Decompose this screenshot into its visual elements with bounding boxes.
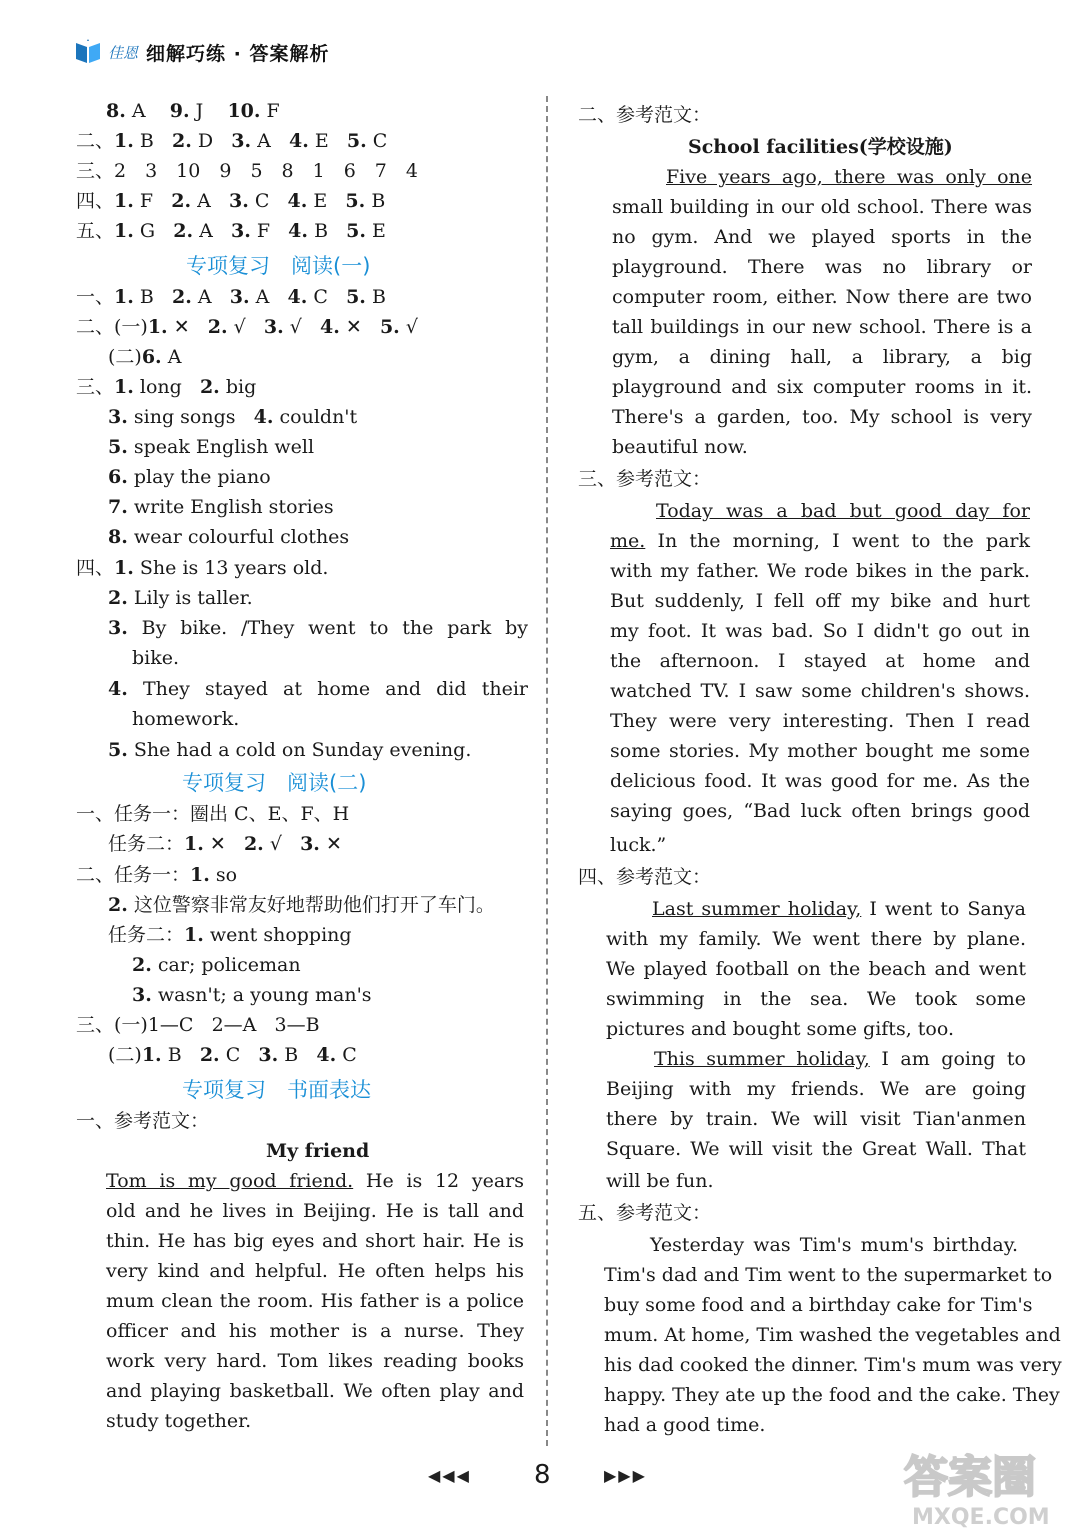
book-logo-icon <box>74 39 102 65</box>
essay-line: delicious food. It was good for me. As the <box>610 770 1030 792</box>
essay-line: Yesterday was Tim's mum's birthday. <box>650 1234 1018 1256</box>
previous-page-arrows-icon[interactable]: ◀◀◀ <box>428 1466 471 1485</box>
essay-last-line: beautiful now. <box>612 436 748 458</box>
answer-line: 四、1. She is 13 years old. <box>76 557 329 579</box>
essay-line: with my father. We rode bikes in the park. <box>610 560 1030 582</box>
essay-line: his dad cooked the dinner. Tim's mum was very <box>604 1354 1062 1376</box>
answer-line: 三、(一)1—C 2—A 3—B <box>76 1014 320 1036</box>
essay-paragraph <box>606 924 1026 1014</box>
section-title: 专项复习 阅读(二) <box>182 771 367 795</box>
essay-line: watched TV. I saw some children's shows. <box>610 680 1030 702</box>
essay-paragraph <box>604 1260 1062 1410</box>
essay-line: there by train. We will visit Tian'anmen <box>606 1108 1026 1130</box>
essay-paragraph: Tom is my good friend. He is 12 years <box>106 1170 524 1192</box>
essay-line: the afternoon. I stayed at home and <box>610 650 1030 672</box>
answer-line: 任务二：1. ✕ 2. √ 3. ✕ <box>108 833 342 855</box>
essay-line: Tim's dad and Tim went to the supermarket to <box>604 1264 1053 1286</box>
answer-line: 三、1. long 2. big <box>76 376 257 398</box>
page-number: 8 <box>534 1460 551 1490</box>
essay-line: buy some food and a birthday cake for Tim's <box>604 1294 1033 1316</box>
answer-line: bike. <box>132 647 180 669</box>
essay-line: happy. They ate up the food and the cake. They <box>604 1384 1060 1406</box>
essay-last-line: study together. <box>106 1410 252 1432</box>
essay-line: They were very interesting. Then I read <box>610 710 1030 732</box>
answer-line: 二、1. B 2. D 3. A 4. E 5. C <box>76 130 388 152</box>
book-title: 细解巧练 · 答案解析 <box>146 42 330 65</box>
essay-paragraph: Today was a bad but good day for <box>656 500 1030 522</box>
essay-line: my foot. It was bad. So I didn't go out in <box>610 620 1030 642</box>
answer-line: 2. car; policeman <box>132 954 301 976</box>
essay-line: Square. We will visit the Great Wall. That <box>606 1138 1026 1160</box>
essay-line: Beijing with my friends. We are going <box>606 1078 1026 1100</box>
essay-line: no gym. And we played sports in the <box>612 226 1032 248</box>
essay-label: 一、参考范文： <box>76 1110 210 1132</box>
answer-line: 8. A 9. J 10. F <box>106 100 280 122</box>
essay-paragraph: me. In the morning, I went to the park <box>610 530 1030 552</box>
essay-label: 五、参考范文： <box>578 1202 712 1224</box>
essay-line: playground. There was no library or <box>612 256 1032 278</box>
essay-last-line: luck.” <box>610 834 667 856</box>
answer-line: 3. By bike. /They went to the park by <box>108 617 528 639</box>
essay-title: School facilities(学校设施) <box>688 136 953 158</box>
watermark-url: MXQE.COM <box>912 1505 1050 1530</box>
essay-line: some stories. My mother bought me some <box>610 740 1030 762</box>
essay-line: swimming in the sea. We took some <box>606 988 1026 1010</box>
essay-line: We played football on the beach and went <box>606 958 1026 980</box>
answer-line: 任务二：1. went shopping <box>108 924 352 946</box>
essay-paragraph <box>106 1196 524 1406</box>
section-title: 专项复习 书面表达 <box>182 1078 371 1102</box>
essay-label: 三、参考范文： <box>578 468 712 490</box>
essay-line: There's a garden, too. My school is very <box>612 406 1032 428</box>
page-header <box>74 36 329 68</box>
watermark-text: 答案圈 <box>904 1452 1036 1503</box>
section-title: 专项复习 阅读(一) <box>186 254 371 278</box>
answer-line: 四、1. F 2. A 3. C 4. E 5. B <box>76 190 386 212</box>
essay-line: small building in our old school. There was <box>612 196 1032 218</box>
essay-line: computer room, either. Now there are two <box>612 286 1032 308</box>
answer-line: 一、1. B 2. A 3. A 4. C 5. B <box>76 286 386 308</box>
answer-line: 8. wear colourful clothes <box>108 526 350 548</box>
essay-paragraph <box>610 556 1030 826</box>
answer-line: (二)1. B 2. C 3. B 4. C <box>108 1044 357 1066</box>
essay-last-line: had a good time. <box>604 1414 766 1436</box>
essay-line: mum. At home, Tim washed the vegetables and <box>604 1324 1061 1346</box>
answer-line: 4. They stayed at home and did their <box>108 678 528 700</box>
answer-line: 5. speak English well <box>108 436 315 458</box>
answer-line: 6. play the piano <box>108 466 271 488</box>
essay-label: 四、参考范文： <box>578 866 712 888</box>
essay-line: mum clean the room. His father is a police <box>106 1290 524 1312</box>
brand-name: 佳恩 <box>108 43 139 62</box>
essay-line: playground and six computer rooms in it. <box>612 376 1032 398</box>
answer-line: 二、(一)1. ✕ 2. √ 3. √ 4. ✕ 5. √ <box>76 316 418 338</box>
essay-line: very kind and helpful. He often helps his <box>106 1260 524 1282</box>
answer-line: 五、1. G 2. A 3. F 4. B 5. E <box>76 220 386 242</box>
answer-line: (二)6. A <box>108 346 182 368</box>
essay-paragraph: Last summer holiday, I went to Sanya <box>652 898 1026 920</box>
answer-line: 5. She had a cold on Sunday evening. <box>108 739 472 761</box>
essay-line: pictures and bought some gifts, too. <box>606 1018 954 1040</box>
essay-line: work very hard. Tom likes reading books <box>106 1350 524 1372</box>
essay-title: My friend <box>266 1140 370 1162</box>
answer-line: 3. sing songs 4. couldn't <box>108 406 358 428</box>
essay-last-line: will be fun. <box>606 1170 714 1192</box>
essay-line: old and he lives in Beijing. He is tall and <box>106 1200 524 1222</box>
essay-paragraph <box>612 192 1032 432</box>
essay-line: thin. He has big eyes and short hair. He is <box>106 1230 524 1252</box>
essay-line: gym, a dining hall, a library, a big <box>612 346 1032 368</box>
answer-line: 三、2 3 10 9 5 8 1 6 7 4 <box>76 160 418 182</box>
essay-paragraph <box>606 1074 1026 1164</box>
essay-line: But suddenly, I fell off my bike and hurt <box>610 590 1030 612</box>
essay-line: saying goes, “Bad luck often brings good <box>610 800 1030 822</box>
answer-line: 3. wasn't; a young man's <box>132 984 372 1006</box>
essay-label: 二、参考范文： <box>578 104 712 126</box>
next-page-arrows-icon[interactable]: ▶▶▶ <box>604 1466 647 1485</box>
watermark-logo <box>894 1440 1054 1532</box>
essay-line: and playing basketball. We often play and <box>106 1380 524 1402</box>
essay-paragraph: This summer holiday, I am going to <box>654 1048 1026 1070</box>
essay-paragraph: Five years ago, there was only one <box>666 166 1032 188</box>
essay-line: officer and his mother is a nurse. They <box>106 1320 524 1342</box>
answer-line: 一、任务一：圈出 C、E、F、H <box>76 803 350 825</box>
answer-line: 2. 这位警察非常友好地帮助他们打开了车门。 <box>108 894 495 916</box>
answer-line: 2. Lily is taller. <box>108 587 253 609</box>
answer-line: homework. <box>132 708 240 730</box>
answer-line: 二、任务一：1. so <box>76 864 238 886</box>
answer-line: 7. write English stories <box>108 496 334 518</box>
essay-paragraph <box>650 1230 1018 1260</box>
column-divider <box>546 96 548 1446</box>
essay-line: with my family. We went there by plane. <box>606 928 1026 950</box>
essay-line: tall buildings in our new school. There is a <box>612 316 1032 338</box>
